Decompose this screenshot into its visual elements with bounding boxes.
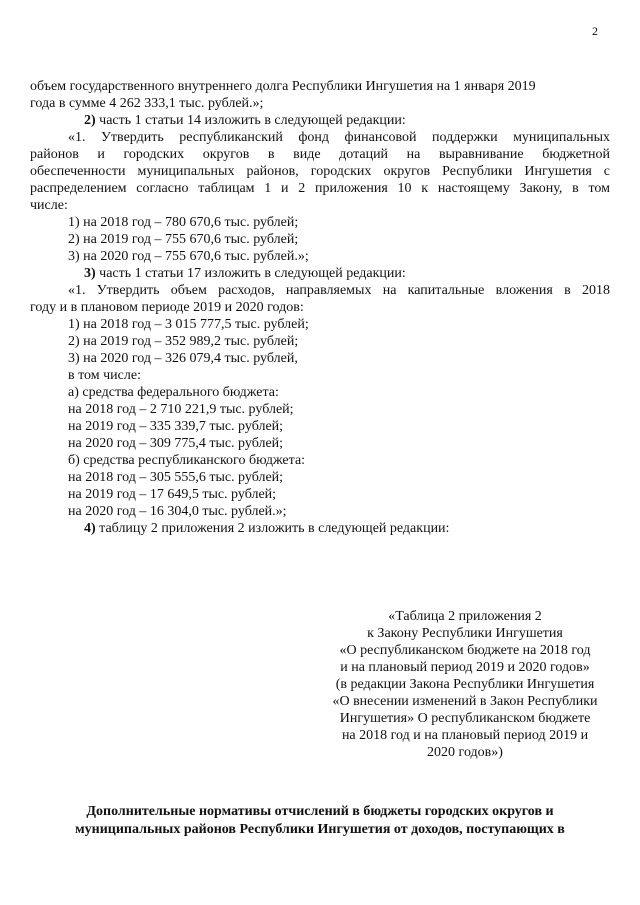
list3-item: 1) на 2018 год – 3 015 777,5 тыс. рублей;: [68, 317, 309, 332]
section-heading-line: муниципальных районов Республики Ингушетия от доходов, поступающих в: [75, 822, 565, 837]
table-caption-line: 2020 годов»): [427, 745, 503, 760]
republican-item: на 2018 год – 305 555,6 тыс. рублей;: [68, 470, 284, 485]
table-caption-line: «О внесении изменений в Закон Республики: [332, 694, 598, 709]
item3-line: [84, 265, 640, 282]
list3-item: 3) на 2020 год – 326 079,4 тыс. рублей,: [68, 351, 298, 366]
para1-line1: [30, 78, 610, 95]
table-caption-line: «Таблица 2 приложения 2: [388, 609, 542, 624]
page-number: 2: [592, 24, 598, 38]
para3-line2: году и в плановом периоде 2019 и 2020 годов:: [30, 300, 304, 315]
federal-item: на 2020 год – 309 775,4 тыс. рублей;: [68, 436, 284, 451]
list2-item: 2) на 2019 год – 755 670,6 тыс. рублей;: [68, 232, 299, 247]
para1-text: объем государственного внутреннего долга Республики Ингушетия на 1 января 2019: [30, 79, 536, 94]
federal-item: на 2018 год – 2 710 221,9 тыс. рублей;: [68, 402, 294, 417]
para2-line1: «1. Утвердить республиканский фонд финансовой поддержки муниципальных: [68, 130, 610, 145]
federal-item: на 2019 год – 335 339,7 тыс. рублей;: [68, 419, 284, 434]
table-caption-line: «О республиканском бюджете на 2018 год: [339, 643, 591, 658]
list3-item: 2) на 2019 год – 352 989,2 тыс. рублей;: [68, 334, 299, 349]
para1-line2: года в сумме 4 262 333,1 тыс. рублей.»;: [30, 96, 264, 111]
item3-text: часть 1 статьи 17 изложить в следующей редакции:: [95, 266, 406, 281]
para2-line4: распределением согласно таблицам 1 и 2 приложения 10 к настоящему Закону, в том: [30, 181, 610, 196]
para2-line3: обеспеченности муниципальных районов, городских округов Республики Ингушетия с: [30, 164, 610, 179]
item2-text: часть 1 статьи 14 изложить в следующей редакции:: [95, 113, 406, 128]
para2-line2: районов и городских округов в виде дотаций на выравнивание бюджетной: [30, 147, 610, 162]
republican-item: на 2020 год – 16 304,0 тыс. рублей.»;: [68, 504, 287, 519]
para1-line1-justified: [30, 78, 610, 95]
republican-item: на 2019 год – 17 649,5 тыс. рублей;: [68, 487, 277, 502]
item4-number: 4): [84, 521, 96, 536]
item2-number: 2): [84, 113, 96, 128]
table-caption-line: (в редакции Закона Республики Ингушетия: [335, 677, 595, 692]
list2-item: 3) на 2020 год – 755 670,6 тыс. рублей.»;: [68, 249, 309, 264]
table-caption-line: и на плановый период 2019 и 2020 годов»: [340, 660, 590, 675]
item3-number: 3): [84, 266, 96, 281]
para2-line5: числе:: [30, 198, 68, 213]
item4-text: таблицу 2 приложения 2 изложить в следующей редакции:: [95, 521, 450, 536]
republican-header: б) средства республиканского бюджета:: [68, 453, 306, 468]
item4-line: [84, 520, 640, 537]
table-caption-line: к Закону Республики Ингушетия: [367, 626, 563, 641]
table-caption-line: Ингушетия» О республиканском бюджете: [339, 711, 591, 726]
list3-item: а) средства федерального бюджета:: [68, 385, 279, 400]
list2-item: 1) на 2018 год – 780 670,6 тыс. рублей;: [68, 215, 299, 230]
list3-item: в том числе:: [68, 368, 141, 383]
section-heading-line: Дополнительные нормативы отчислений в бюджеты городских округов и: [86, 804, 554, 819]
table-caption-line: на 2018 год и на плановый период 2019 и: [341, 728, 589, 743]
item2-line: [84, 112, 640, 129]
para3-line1: «1. Утвердить объем расходов, направляемых на капитальные вложения в 2018: [68, 283, 610, 298]
